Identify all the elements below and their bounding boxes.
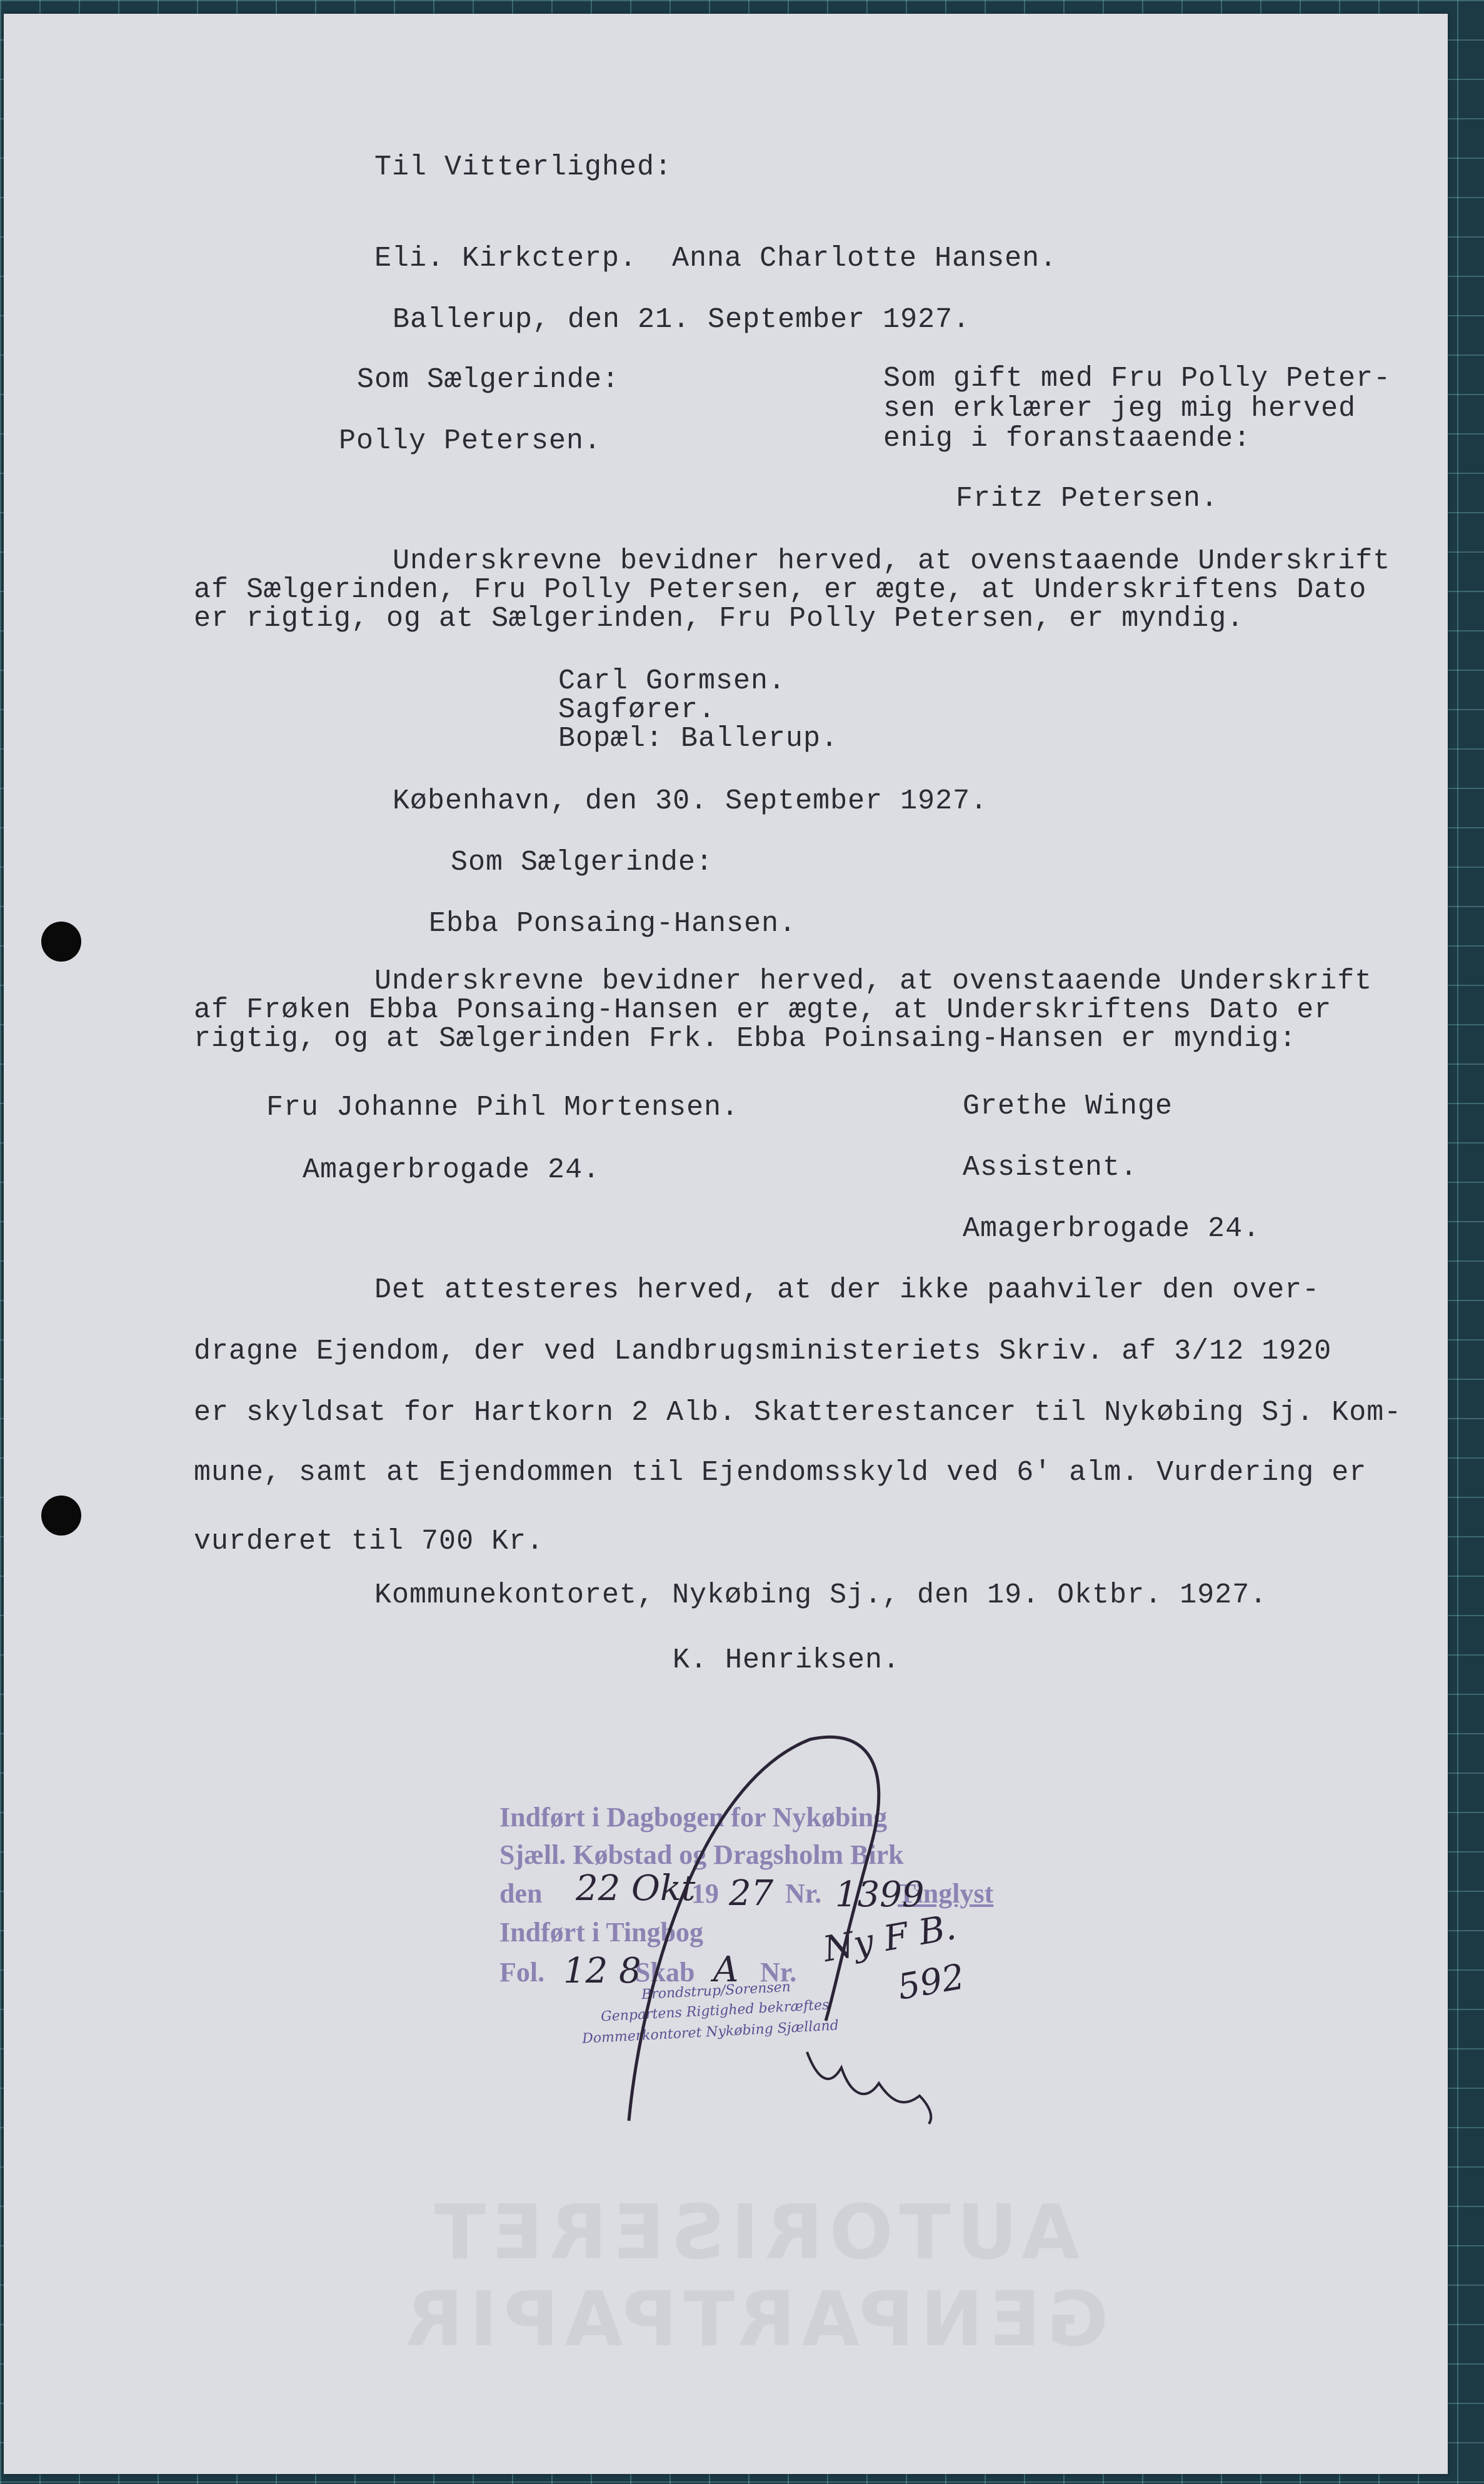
stamp-line-4: Indført i Tingbog [499,1917,704,1948]
seller-label-2: Som Sælgerinde: [451,847,714,878]
place-date-ballerup: Ballerup, den 21. September 1927. [393,304,971,336]
punch-hole-bottom [41,1496,81,1536]
handwritten-nr-2: 592 [895,1956,968,2008]
handwritten-nr: Ny F B. [820,1906,960,1971]
stamp-fol: Fol. [499,1957,545,1988]
stamp-line-1: Indført i Dagbogen for Nykøbing [499,1802,888,1833]
punch-hole-top [41,922,81,962]
stamp-line-2: Sjæll. Købstad og Dragsholm Birk [499,1839,904,1870]
witness-names: Eli. Kirkcterp. Anna Charlotte Hansen. [374,243,1058,274]
witness-b-address: Amagerbrogade 24. [963,1213,1261,1245]
municipal-place-date: Kommunekontoret, Nykøbing Sj., den 19. Oktbr. 1927. [374,1579,1268,1611]
stamp-small-line-3: Dommerkontoret Nykøbing Sjælland [581,2018,840,2047]
spouse-consent-line-1: Som gift med Fru Polly Peter- [883,363,1391,395]
attest2-line-3: rigtig, og at Sælgerinden Frk. Ebba Poinsaing-Hansen er myndig: [194,1023,1297,1055]
municipal-line-2: dragne Ejendom, der ved Landbrugsministeriets Skriv. af 3/12 1920 [194,1335,1332,1367]
municipal-line-5: vurderet til 700 Kr. [194,1526,544,1557]
handwritten-date: 22 Okt [576,1868,696,1909]
handwritten-signature [604,1727,954,2127]
municipal-line-4: mune, samt at Ejendommen til Ejendomsskyld ved 6' alm. Vurdering er [194,1457,1367,1489]
attest1-line-3: er rigtig, og at Sælgerinden, Fru Polly Petersen, er myndig. [194,603,1245,635]
stamp-den: den [499,1878,543,1909]
handwritten-year: 27 [729,1873,774,1914]
seller-label-1: Som Sælgerinde: [357,364,620,396]
municipal-signatory: K. Henriksen. [673,1644,901,1676]
stamp-nr: Nr. [785,1878,822,1909]
spouse-consent-line-3: enig i foranstaaende: [883,423,1251,455]
witness-a-address: Amagerbrogade 24. [303,1154,601,1186]
attest1-line-1: Underskrevne bevidner herved, at ovenstaaende Underskrift [393,545,1391,577]
seller-name-2: Ebba Ponsaing-Hansen. [429,908,797,940]
spouse-name: Fritz Petersen. [956,483,1219,515]
attest2-line-2: af Frøken Ebba Ponsaing-Hansen er ægte, at Underskriftens Dato er [194,994,1332,1026]
municipal-line-3: er skyldsat for Hartkorn 2 Alb. Skatterestancer til Nykøbing Sj. Kom- [194,1397,1402,1429]
handwritten-number: 1399 [835,1874,925,1915]
witness-b-name: Grethe Winge [963,1090,1173,1122]
attest1-signer-address: Bopæl: Ballerup. [558,723,839,755]
document-page [4,14,1448,2474]
attest1-signer-title: Sagfører. [558,694,716,726]
stamp-small-line-2: Genpartens Rigtighed bekræftes [600,1997,830,2025]
stamp-year-prefix: 19 [691,1878,719,1909]
handwritten-fol: 12 8 [563,1951,641,1991]
heading-til-vitterlighed: Til Vitterlighed: [374,151,673,183]
seller-name-1: Polly Petersen. [339,425,602,457]
attest1-signer-name: Carl Gormsen. [558,665,786,697]
attest2-line-1: Underskrevne bevidner herved, at ovenstaaende Underskrift [374,965,1373,997]
spouse-consent-line-2: sen erklærer jeg mig herved [883,393,1356,425]
stamp-tinglyst: Tinglyst [898,1878,994,1909]
witness-a-name: Fru Johanne Pihl Mortensen. [266,1092,739,1124]
stamp-nr-2: Nr. [760,1957,797,1988]
watermark-text: AUTORISERET GENPARTPAPIR [399,2190,1109,2363]
municipal-line-1: Det attesteres herved, at der ikke paahviler den over- [374,1274,1320,1306]
place-date-koebenhavn: København, den 30. September 1927. [393,785,988,817]
handwritten-skab: A [713,1949,739,1990]
stamp-small-line-1: Brondstrup/Sorensen [641,1979,791,2003]
witness-b-title: Assistent. [963,1152,1138,1184]
stamp-skab: Skab [635,1957,695,1988]
attest1-line-2: af Sælgerinden, Fru Polly Petersen, er ægte, at Underskriftens Dato [194,574,1367,606]
